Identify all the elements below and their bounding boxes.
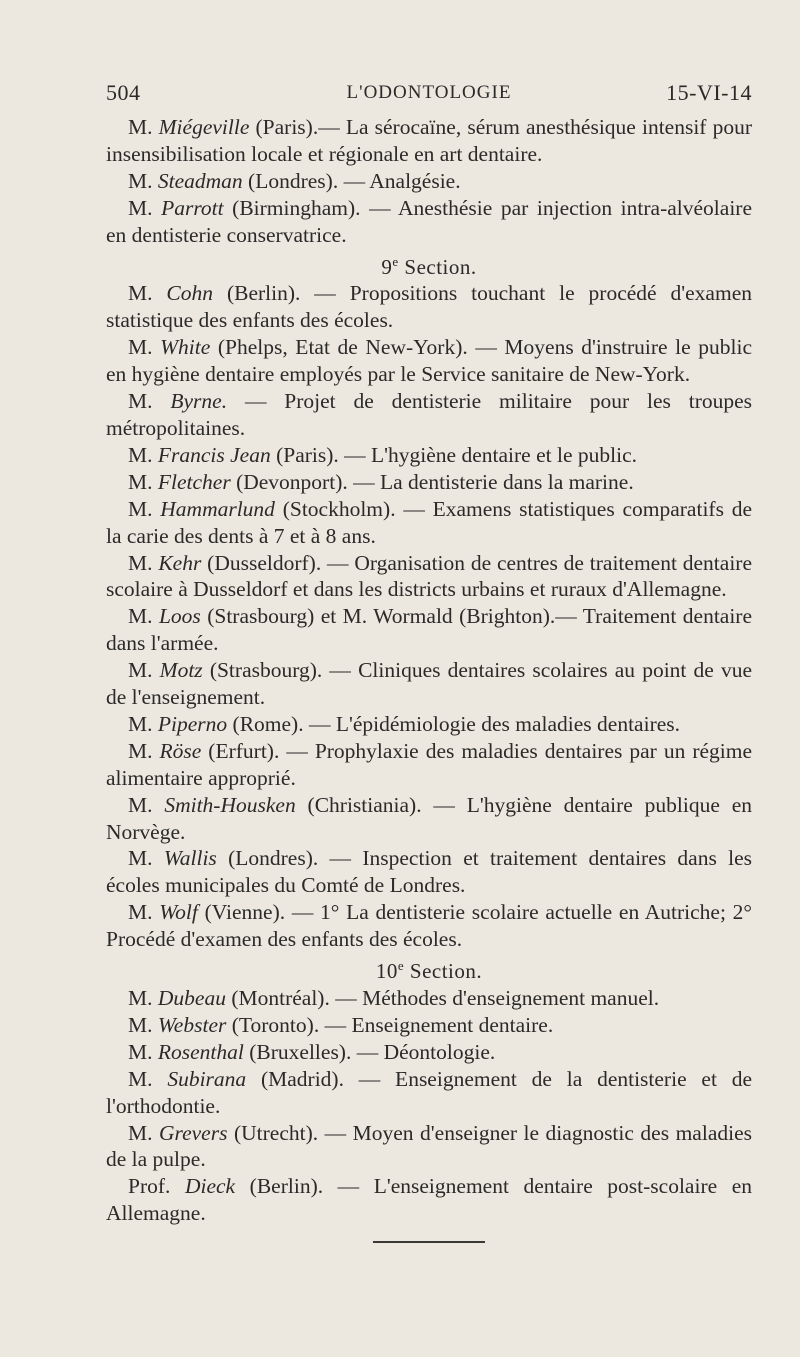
entry-prefix: M. bbox=[128, 1039, 153, 1064]
entry-text: — Projet de dentisterie militaire pour les troupes métropolitaines. bbox=[106, 389, 753, 440]
entry bbox=[106, 1120, 752, 1174]
entry-prefix: M. bbox=[128, 604, 153, 629]
closing-rule bbox=[373, 1241, 485, 1243]
entry bbox=[106, 114, 752, 168]
entry-author: Loos bbox=[158, 604, 201, 629]
entry-text: (Berlin). — Propositions touchant le procédé d'examen statistique des enfants des écoles. bbox=[106, 281, 752, 333]
entry-prefix: M. bbox=[128, 1012, 153, 1037]
entry-author: Webster bbox=[157, 1012, 227, 1037]
entry-prefix: M. bbox=[128, 496, 153, 521]
entry-author: Hammarlund bbox=[160, 496, 275, 521]
entry bbox=[106, 657, 752, 711]
entry-text: (Toronto). — Enseignement dentaire. bbox=[231, 1012, 554, 1037]
entry-prefix: M. bbox=[128, 986, 153, 1010]
entry-author: Grevers bbox=[159, 1120, 228, 1145]
entry-author: Wallis bbox=[163, 846, 217, 871]
entry-text: (Paris).— La sérocaïne, sérum anesthésique intensif pour insensibilisation locale et régionale en art dentaire. bbox=[106, 115, 753, 166]
entry bbox=[106, 899, 752, 953]
journal-title: L'ODONTOLOGIE bbox=[346, 82, 512, 103]
section-heading-10: 10e Section. bbox=[375, 958, 483, 984]
entry-text: (Bruxelles). — Déontologie. bbox=[249, 1039, 496, 1064]
entry bbox=[106, 280, 752, 334]
body-text bbox=[106, 114, 752, 1227]
entry-text: (Dusseldorf). — Organisation de centres de traitement dentaire scolaire à Dusseldorf et dans les districts urbains et ruraux d'Allemagne. bbox=[106, 550, 752, 602]
entry-text: (Paris). — L'hygiène dentaire et le public. bbox=[276, 442, 637, 467]
entry-text: (Utrecht). — Moyen d'enseigner le diagnostic des maladies de la pulpe. bbox=[106, 1120, 752, 1172]
entry-author: Parrott bbox=[161, 195, 224, 220]
entry-author: Kehr bbox=[158, 550, 202, 575]
running-header bbox=[106, 80, 752, 114]
entry-prefix: M. bbox=[128, 1066, 153, 1091]
entry-author: Steadman bbox=[157, 168, 243, 193]
entry-prefix: M. bbox=[128, 442, 153, 467]
entries-group-a bbox=[106, 114, 752, 249]
entry-prefix: M. bbox=[128, 168, 153, 193]
entry bbox=[106, 792, 752, 846]
entry bbox=[106, 845, 752, 899]
entry bbox=[106, 985, 752, 1012]
entry-prefix: M. bbox=[128, 550, 153, 575]
entry-prefix: M. bbox=[128, 195, 153, 220]
entry-text: (Stockholm). — Examens statistiques comparatifs de la carie des dents à 7 et à 8 ans. bbox=[106, 496, 753, 548]
entry bbox=[106, 1012, 752, 1039]
entry-author: Subirana bbox=[167, 1066, 247, 1091]
entry-author: Wolf bbox=[159, 900, 198, 925]
entry-prefix: M. bbox=[128, 846, 153, 871]
entry-prefix: M. bbox=[128, 115, 153, 139]
entry-author: Dieck bbox=[184, 1174, 236, 1199]
entry-prefix: M. bbox=[128, 900, 153, 925]
entry-prefix: M. bbox=[128, 469, 153, 494]
issue-date: 15-VI-14 bbox=[666, 80, 752, 105]
entry bbox=[106, 496, 752, 550]
entry-text: (Devonport). — La dentisterie dans la marine. bbox=[236, 469, 634, 494]
entry-text: (Berlin). — L'enseignement dentaire post-scolaire en Allemagne. bbox=[106, 1174, 753, 1226]
entry bbox=[106, 1066, 752, 1120]
entry-prefix: M. bbox=[128, 1120, 153, 1145]
entry bbox=[106, 334, 752, 388]
entry bbox=[106, 442, 752, 469]
entry-prefix: Prof. bbox=[128, 1174, 171, 1199]
entry-text: (Phelps, Etat de New-York). — Moyens d'instruire le public en hygiène dentaire employés par le Service sanitaire de New-York. bbox=[106, 335, 753, 387]
entry-author: Byrne. bbox=[170, 389, 228, 414]
entries-group-b bbox=[106, 280, 752, 953]
entry bbox=[106, 1039, 752, 1066]
entry bbox=[106, 550, 752, 604]
entry-text: (Londres). — Inspection et traitement dentaires dans les écoles municipales du Comté de Londres. bbox=[106, 846, 753, 898]
entry-text: (Strasbourg). — Cliniques dentaires scolaires au point de vue de l'enseignement. bbox=[106, 658, 753, 710]
entry-author: Francis Jean bbox=[157, 442, 271, 467]
entries-group-c bbox=[106, 985, 752, 1227]
entry bbox=[106, 1173, 752, 1227]
entry-text: (Vienne). — 1° La dentisterie scolaire actuelle en Autriche; 2° Procédé d'examen des enfants des écoles. bbox=[106, 900, 753, 952]
entry-prefix: M. bbox=[128, 792, 153, 817]
entry-prefix: M. bbox=[128, 335, 153, 360]
section-heading-9: 9e Section. bbox=[381, 253, 477, 279]
entry-text: (Londres). — Analgésie. bbox=[248, 168, 461, 193]
entry-prefix: M. bbox=[128, 389, 153, 414]
entry bbox=[106, 195, 752, 249]
entry-text: (Birmingham). — Anesthésie par injection intra-alvéolaire en dentisterie conservatrice. bbox=[106, 195, 752, 247]
entry-text: (Montréal). — Méthodes d'enseignement manuel. bbox=[231, 986, 660, 1010]
entry-text: (Christiania). — L'hygiène dentaire publique en Norvège. bbox=[106, 792, 753, 844]
entry-text: (Strasbourg) et M. Wormald (Brighton).— Traitement dentaire dans l'armée. bbox=[106, 604, 753, 656]
entry-prefix: M. bbox=[128, 281, 153, 306]
entry-author: Motz bbox=[159, 658, 203, 683]
entry-author: Cohn bbox=[166, 281, 214, 306]
entry-author: White bbox=[160, 335, 211, 360]
entry-author: Fletcher bbox=[157, 469, 231, 494]
entry bbox=[106, 469, 752, 496]
entry bbox=[106, 168, 752, 195]
entry-text: (Madrid). — Enseignement de la dentisterie et de l'orthodontie. bbox=[106, 1066, 753, 1118]
entry bbox=[106, 738, 752, 792]
entry bbox=[106, 603, 752, 657]
entry-text: (Erfurt). — Prophylaxie des maladies dentaires par un régime alimentaire approprié. bbox=[106, 738, 753, 790]
entry-author: Smith-Housken bbox=[164, 792, 296, 817]
entry bbox=[106, 388, 752, 442]
entry-author: Rosenthal bbox=[157, 1039, 244, 1064]
entry-author: Dubeau bbox=[157, 986, 226, 1010]
page-number: 504 bbox=[106, 80, 141, 105]
entry bbox=[106, 711, 752, 738]
entry-author: Miégeville bbox=[158, 115, 250, 139]
entry-author: Röse bbox=[159, 738, 202, 763]
entry-prefix: M. bbox=[128, 658, 153, 683]
entry-author: Piperno bbox=[157, 711, 228, 736]
entry-prefix: M. bbox=[128, 738, 153, 763]
entry-prefix: M. bbox=[128, 711, 153, 736]
entry-text: (Rome). — L'épidémiologie des maladies dentaires. bbox=[232, 711, 681, 736]
